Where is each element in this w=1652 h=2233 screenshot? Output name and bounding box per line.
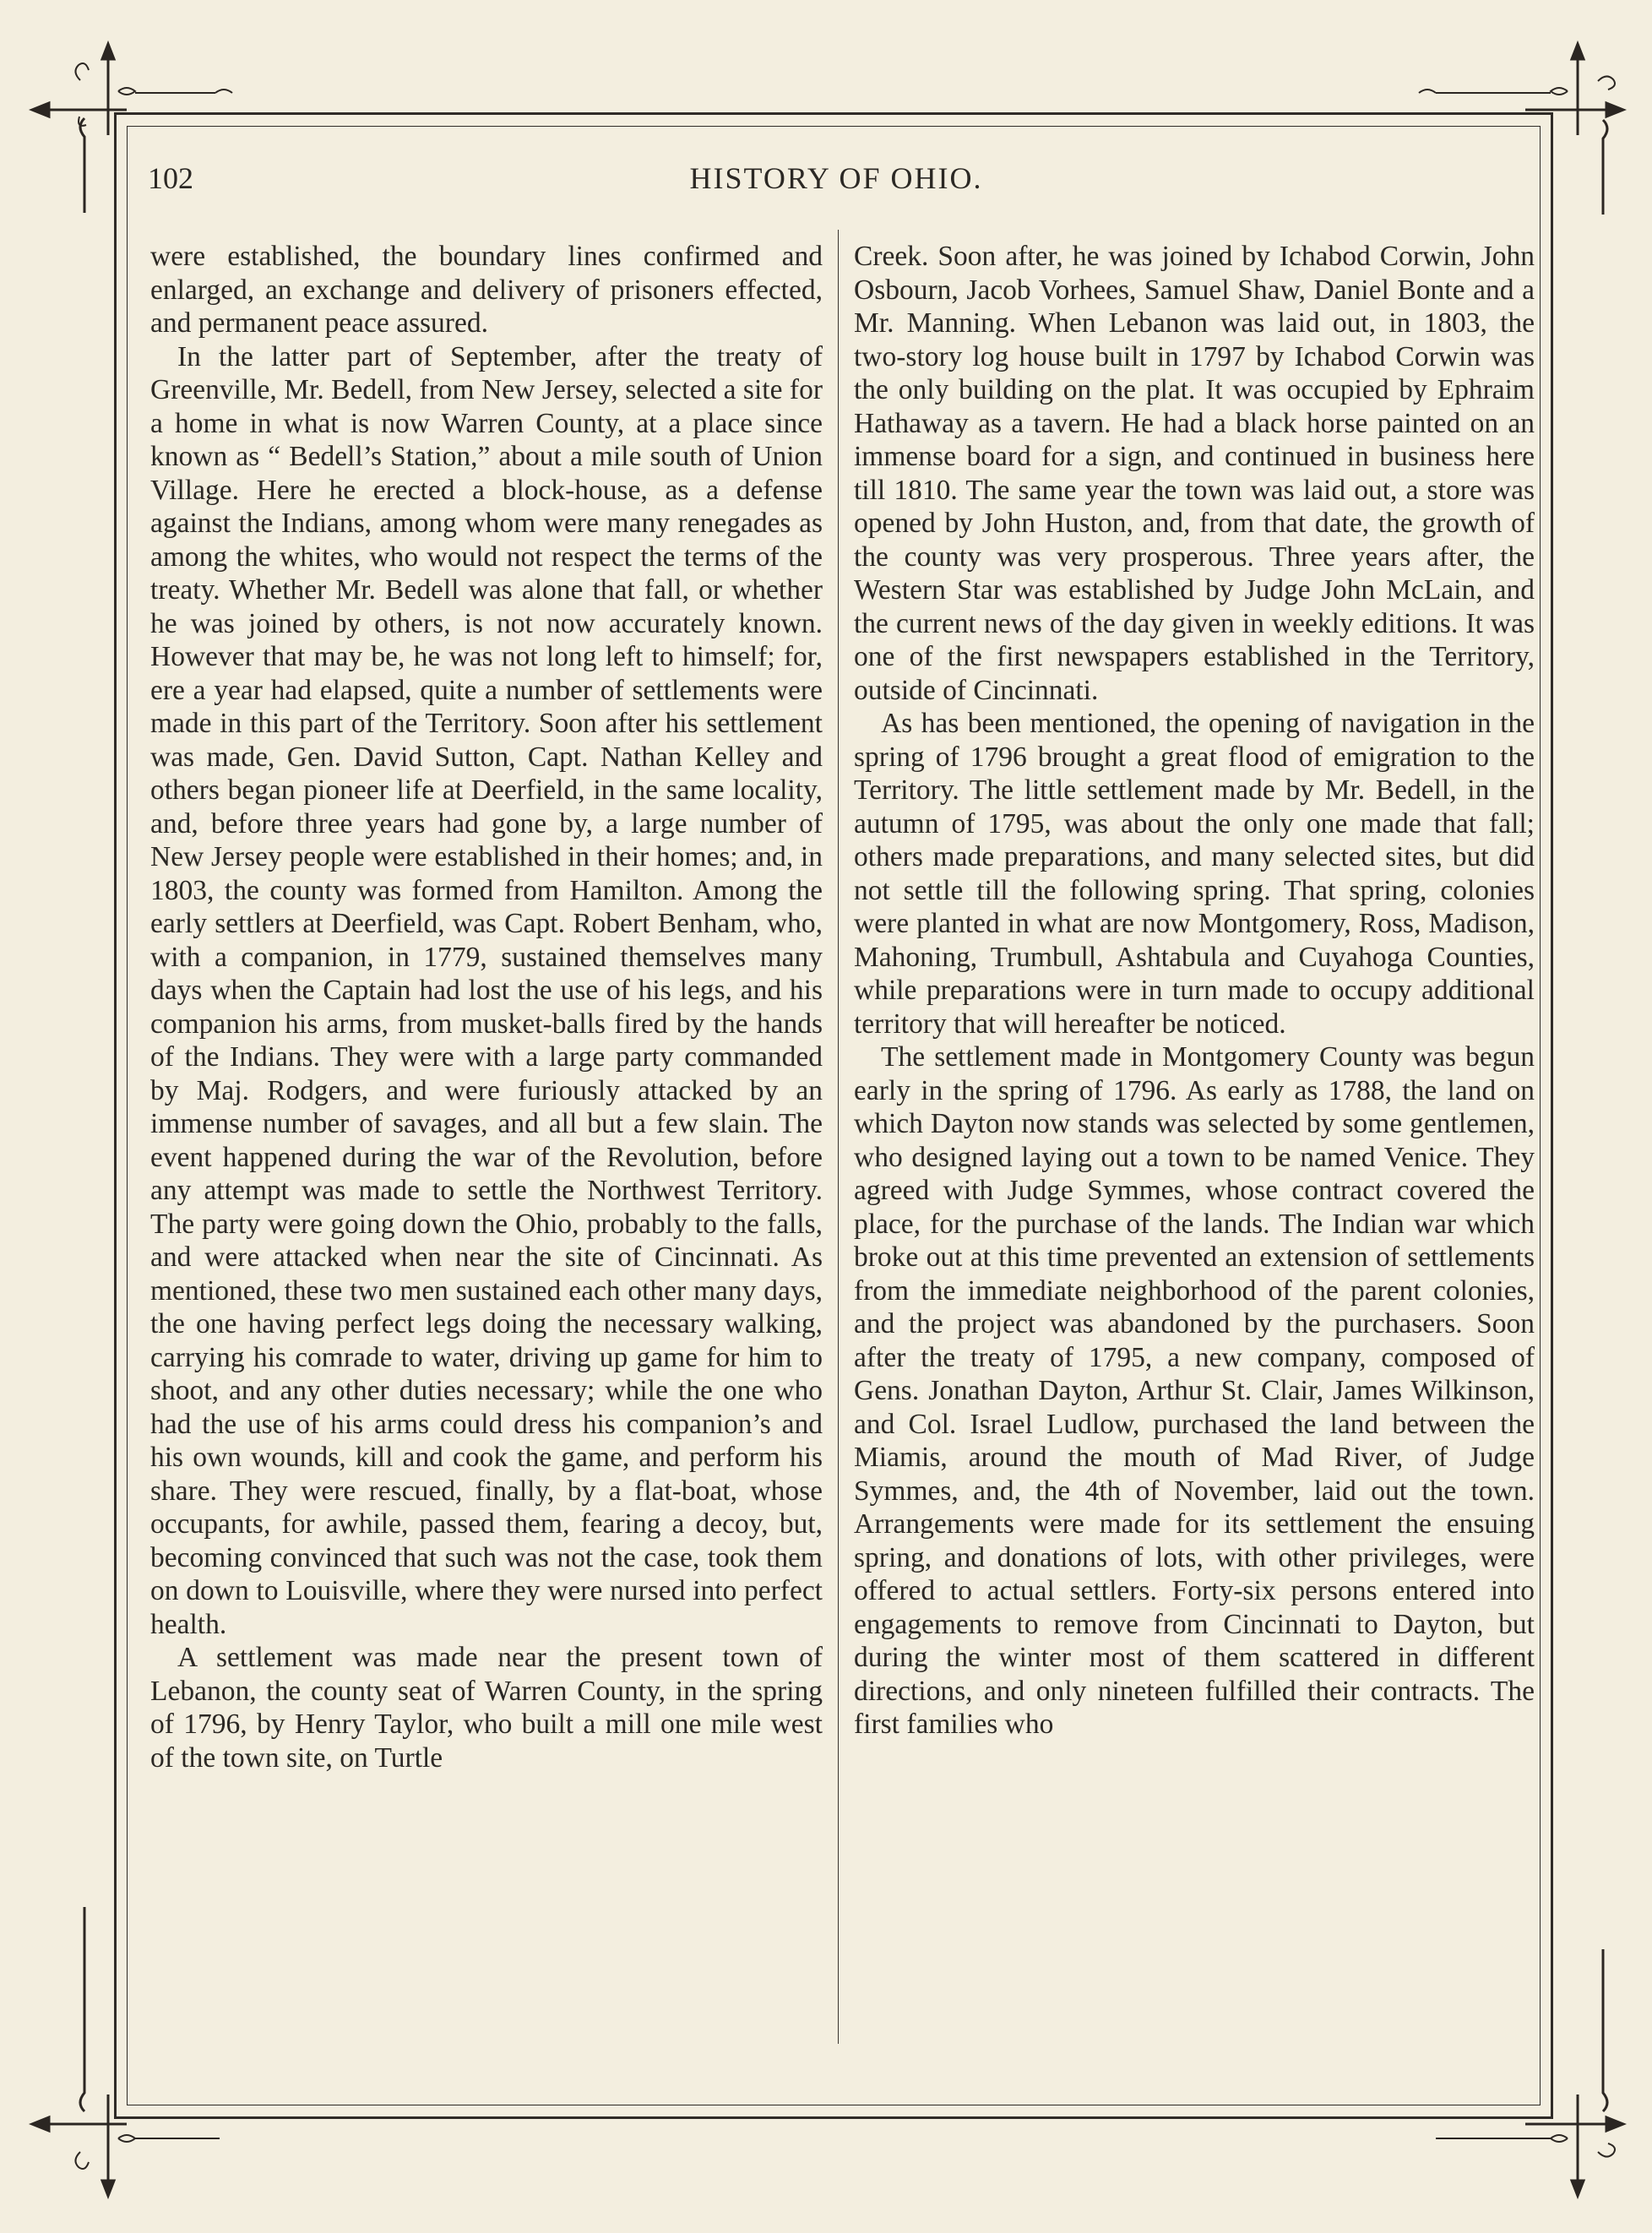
running-header	[148, 160, 1524, 208]
paragraph: As has been mentioned, the opening of navigation in the spring of 1796 brought a great flood of emigration to the Territory. The little settlement made by Mr. Bedell, in the autumn of 1795, was about the only one made that fall; others made preparations, and many selected sites, but did not settle till the following spring. That spring, colonies were planted in what are now Montgomery, Ross, Madison, Mahoning, Trumbull, Ashtabula and Cuyahoga Counties, while preparations were in turn made to occupy additional territory that will hereafter be noticed.	[854, 708, 1535, 1040]
page-number: 102	[148, 161, 193, 195]
paragraph: A settlement was made near the present town of Lebanon, the county seat of Warren County, in the spring of 1796, by Henry Taylor, who built a mill one mile west of the town site, on Turtle	[150, 1642, 823, 1774]
paragraph: Creek. Soon after, he was joined by Ichabod Corwin, John Osbourn, Jacob Vorhees, Samuel Shaw, Daniel Bonte and a Mr. Manning. When Lebanon was laid out, in 1803, the two-story log house built in 1797 by Ichabod Corwin was the only building on the plat. It was occupied by Ephraim Hathaway as a tavern. He had a black horse painted on an immense board for a sign, and continued in business here till 1810. The same year the town was laid out, a store was opened by John Huston, and, from that date, the growth of the county was very prosperous. Three years after, the Western Star was established by Judge John McLain, and the current news of the day given in weekly editions. It was one of the first newspapers established in the Territory, outside of Cincinnati.	[854, 241, 1535, 706]
running-title: HISTORY OF OHIO.	[689, 161, 983, 195]
column-divider	[838, 230, 839, 2044]
paragraph: In the latter part of September, after the treaty of Greenville, Mr. Bedell, from New Jersey, selected a site for a home in what is now Warren County, at a place since known as “ Bedell’s Station,” about a mile south of Union Village. Here he erected a block-house, as a defense against the Indians, among whom were many renegades as among the whites, who would not respect the terms of the treaty. Whether Mr. Bedell was alone that fall, or whether he was joined by others, is not now accurately known. However that may be, he was not long left to himself; for, ere a year had elapsed, quite a number of settlements were made in this part of the Territory. Soon after his settlement was made, Gen. David Sutton, Capt. Nathan Kelley and others began pioneer life at Deerfield, in the same locality, and, before three years had gone by, a large number of New Jersey people were established in their homes; and, in 1803, the county was formed from Hamilton. Among the early settlers at Deerfield, was Capt. Robert Benham, who, with a companion, in 1779, sustained themselves many days when the Captain had lost the use of his legs, and his companion his arms, from musket-balls fired by the hands of the Indians. They were with a large party commanded by Maj. Rodgers, and were furiously attacked by an immense number of savages, and all but a few slain. The event happened during the war of the Revolution, before any attempt was made to settle the Northwest Territory. The party were going down the Ohio, probably to the falls, and were attacked when near the site of Cincinnati. As mentioned, these two men sustained each other many days, the one having perfect legs doing the necessary walking, carrying his comrade to water, driving up game for him to shoot, and any other duties necessary; while the one who had the use of his arms could dress his companion’s and his own wounds, kill and cook the game, and perform his share. They were rescued, finally, by a flat-boat, whose occupants, for awhile, passed them, fearing a decoy, but, becoming convinced that such was not the case, took them on down to Louisville, where they were nursed into perfect health.	[150, 340, 823, 1640]
text-column-left	[150, 240, 823, 2047]
text-column-right	[854, 240, 1535, 2047]
paragraph: were established, the boundary lines confirmed and enlarged, an exchange and delivery of prisoners effected, and permanent peace assured.	[150, 241, 823, 339]
paragraph: The settlement made in Montgomery County was begun early in the spring of 1796. As early as 1788, the land on which Dayton now stands was selected by some gentlemen, who designed laying out a town to be named Venice. They agreed with Judge Symmes, whose contract covered the place, for the purchase of the lands. The Indian war which broke out at this time prevented an extension of settlements from the immediate neighborhood of the parent colonies, and the project was abandoned by the purchasers. Soon after the treaty of 1795, a new company, composed of Gens. Jonathan Dayton, Arthur St. Clair, James Wilkinson, and Col. Israel Ludlow, purchased the land between the Miamis, around the mouth of Mad River, of Judge Symmes, and, the 4th of November, laid out the town. Arrangements were made for its settlement the ensuing spring, and donations of lots, with other privileges, were offered to actual settlers. Forty-six persons entered into engagements to remove from Cincinnati to Dayton, but during the winter most of them scattered in different directions, and only nineteen fulfilled their contracts. The first families who	[854, 1041, 1535, 1740]
